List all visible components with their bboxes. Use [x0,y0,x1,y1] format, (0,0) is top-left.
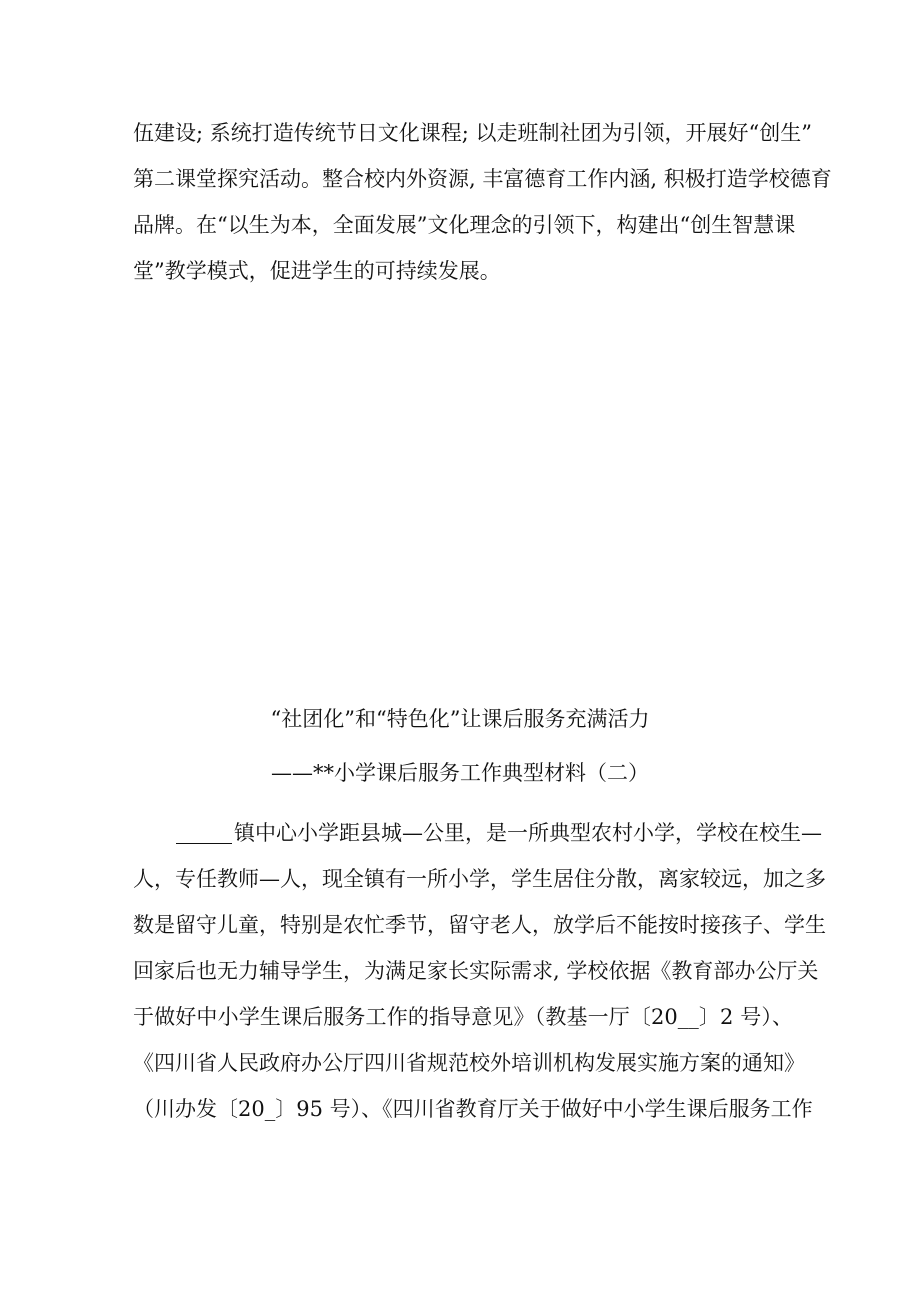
paragraph-2-line-5: 于做好中小学生课后服务工作的指导意见》（教基一厅〔20__〕2 号）、 [133,1005,793,1029]
paragraph-2-line-1 [176,818,822,848]
paragraph-1-line-3: 品牌。在“以生为本，全面发展”文化理念的引领下，构建出“创生智慧课 [133,213,796,237]
paragraph-1-line-1: 伍建设; 系统打造传统节日文化课程; 以走班制社团为引领，开展好“创生” [133,121,812,145]
paragraph-2-line-7: （川办发〔20_〕95 号）、《四川省教育厅关于做好中小学生课后服务工作 [133,1097,813,1121]
paragraph-2-line-6: 《四川省人民政府办公厅四川省规范校外培训机构发展实施方案的通知》 [133,1051,805,1075]
paragraph-1-line-4: 堂”教学模式，促进学生的可持续发展。 [133,259,501,283]
paragraph-2-line-4: 回家后也无力辅导学生，为满足家长实际需求, 学校依据《教育部办公厅关 [133,959,819,983]
fill-in-blank [176,821,232,844]
section-subtitle: ——**小学课后服务工作典型材料（二） [271,761,649,785]
paragraph-2-line-2: 人，专任教师—人，现全镇有一所小学，学生居住分散，离家较远，加之多 [133,867,826,891]
section-title: “社团化”和“特色化”让课后服务充满活力 [270,707,650,731]
paragraph-2-line-1-text: 镇中心小学距县城—公里，是一所典型农村小学，学校在校生— [234,821,822,845]
paragraph-2-line-3: 数是留守儿童，特别是农忙季节，留守老人，放学后不能按时接孩子、学生 [133,913,826,937]
paragraph-1-line-2: 第二课堂探究活动。整合校内外资源, 丰富德育工作内涵, 积极打造学校德育 [133,167,832,191]
